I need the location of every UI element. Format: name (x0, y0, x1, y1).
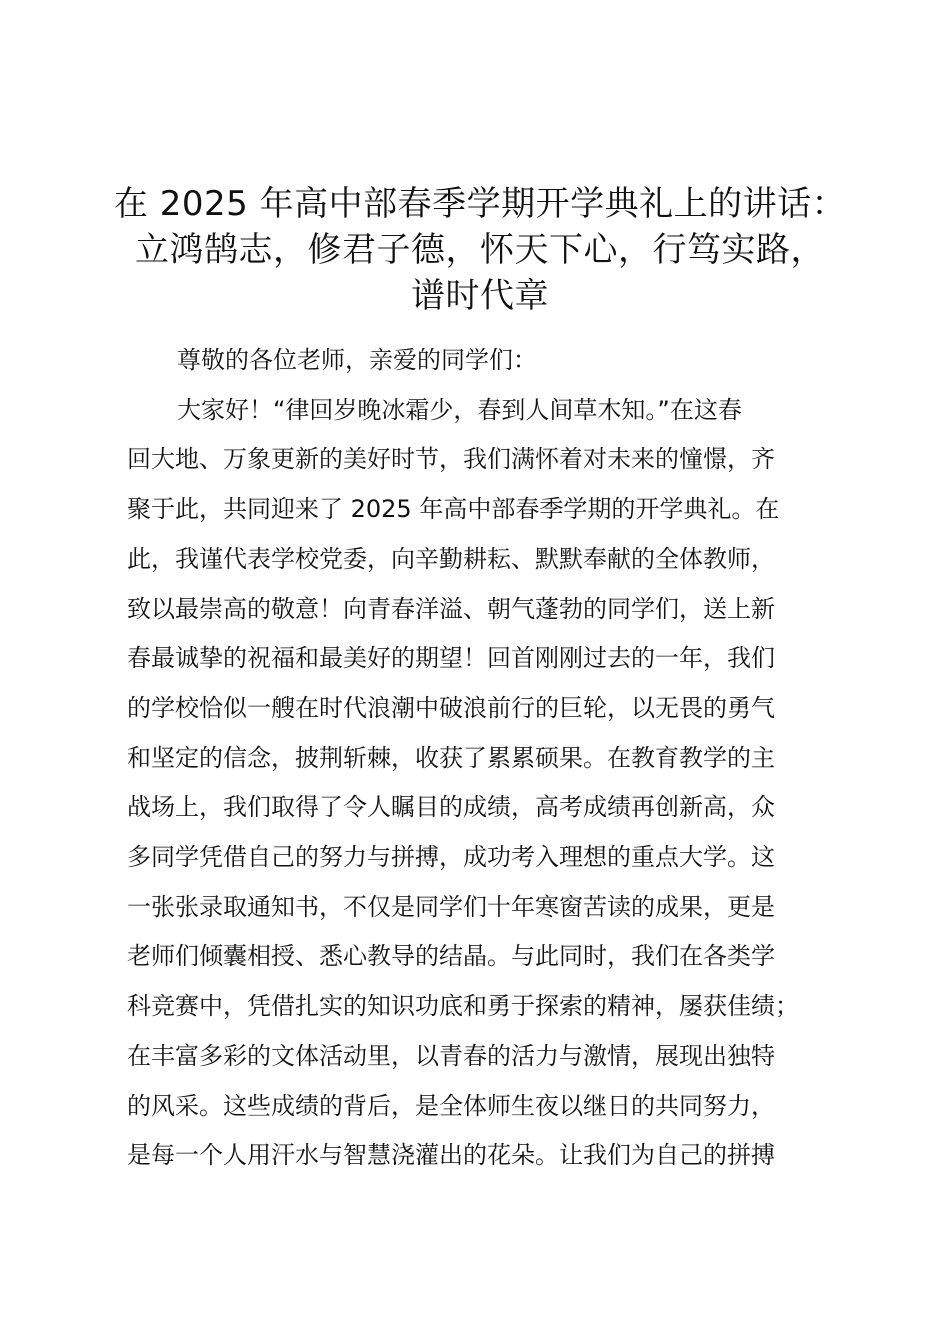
salutation-paragraph (127, 336, 867, 386)
paragraph-line: 大家好！“律回岁晚冰霜少，春到人间草木知。”在这春 (177, 395, 742, 424)
paragraph-line: 老师们倾囊相授、悉心教导的结晶。与此同时，我们在各类学 (127, 942, 775, 971)
paragraph-line: 战场上，我们取得了令人瞩目的成绩，高考成绩再创新高，众 (127, 793, 775, 822)
paragraph-line: 在丰富多彩的文体活动里，以青春的活力与激情，展现出独特 (127, 1041, 775, 1070)
paragraph-line: 多同学凭借自己的努力与拼搏，成功考入理想的重点大学。这 (127, 843, 775, 872)
paragraph-line: 聚于此，共同迎来了 2025 年高中部春季学期的开学典礼。在 (127, 495, 780, 524)
paragraph-line: 一张张录取通知书，不仅是同学们十年寒窗苦读的成果，更是 (127, 892, 775, 921)
paragraph-line: 此，我谨代表学校党委，向辛勤耕耘、默默奉献的全体教师， (127, 544, 775, 573)
paragraph-line: 春最诚挚的祝福和最美好的期望！回首刚刚过去的一年，我们 (127, 644, 775, 673)
paragraph-line: 和坚定的信念，披荆斩棘，收获了累累硕果。在教育教学的主 (127, 743, 775, 772)
body-paragraph (127, 386, 867, 1181)
title-line-1: 在 2025 年高中部春季学期开学典礼上的讲话： (113, 184, 847, 224)
title-line-2: 立鸿鹄志，修君子德，怀天下心，行笃实路， (135, 230, 825, 270)
paragraph-line: 科竞赛中，凭借扎实的知识功底和勇于探索的精神，屡获佳绩； (127, 992, 799, 1021)
paragraph-line: 致以最崇高的敬意！向青春洋溢、朝气蓬勃的同学们，送上新 (127, 594, 775, 623)
document-body (127, 336, 867, 1181)
paragraph-line: 是每一个人用汗水与智慧浇灌出的花朵。让我们为自己的拼搏 (127, 1141, 775, 1170)
paragraph-line: 的风采。这些成绩的背后，是全体师生夜以继日的共同努力， (127, 1091, 775, 1120)
title-line-3: 谱时代章 (411, 276, 549, 316)
paragraph-line: 回大地、万象更新的美好时节，我们满怀着对未来的憧憬，齐 (127, 445, 775, 474)
salutation: 尊敬的各位老师，亲爱的同学们： (177, 346, 537, 374)
paragraph-line: 的学校恰似一艘在时代浪潮中破浪前行的巨轮，以无畏的勇气 (127, 693, 775, 722)
document-title (110, 181, 850, 319)
